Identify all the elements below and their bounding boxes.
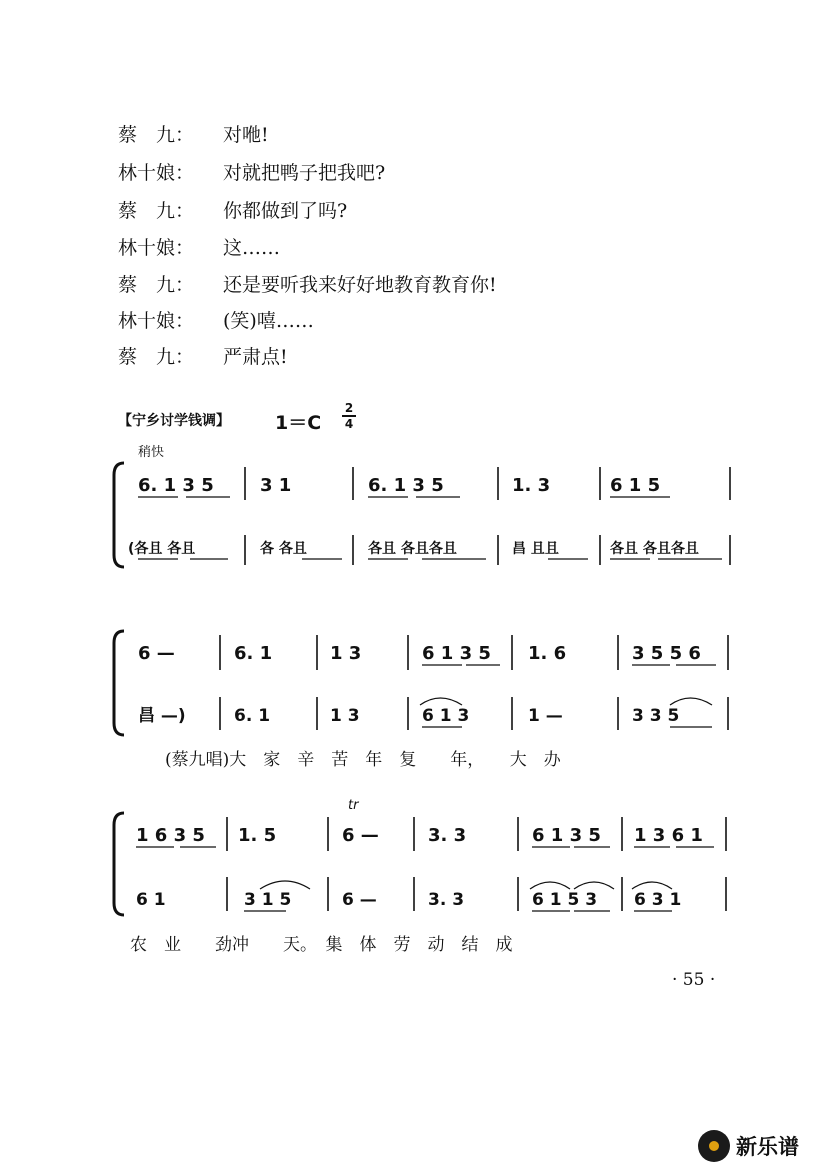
measure-upper: 3 1	[260, 475, 292, 496]
measure-upper: 1. 3	[512, 475, 551, 496]
time-top: 2	[344, 401, 354, 415]
system-brace	[114, 813, 124, 915]
measure-lower: 各且 各且各且	[610, 541, 699, 557]
line-text: 严肃点!	[223, 346, 288, 368]
speaker: 林十娘：	[118, 310, 195, 332]
measure-lower: 各且 各且各且	[368, 541, 457, 557]
measure-upper: 6 1 5	[610, 475, 661, 496]
watermark-text: 新乐谱	[736, 1135, 799, 1159]
measure-lower: 6. 1	[234, 706, 271, 726]
speaker: 林十娘：	[118, 162, 195, 184]
measure-lower: 3 1 5	[244, 890, 292, 910]
measure-upper: 3 5 5 6	[632, 643, 701, 664]
dialogue-line	[118, 342, 288, 369]
measure-lower: 昌 且且	[512, 541, 559, 557]
system-brace	[114, 463, 124, 567]
measure-lower: 6 1	[136, 890, 166, 910]
speaker: 林十娘：	[118, 237, 195, 259]
lyrics-line-2: 农 业 劲冲 天。 集 体 劳 动 结 成	[130, 935, 513, 955]
measure-lower: 3. 3	[428, 890, 465, 910]
line-text: 这……	[223, 237, 281, 259]
measure-upper: 6. 1	[234, 643, 273, 664]
speaker: 蔡 九：	[118, 346, 195, 368]
measure-upper: 6 1 3 5	[532, 825, 601, 846]
measure-upper: 6 —	[138, 643, 175, 664]
measure-lower: 6 1 5 3	[532, 890, 598, 910]
speaker: 蔡 九：	[118, 274, 195, 296]
measure-lower: 昌 —)	[138, 706, 186, 726]
measure-upper: 6. 1 3 5	[138, 475, 214, 496]
dialogue-line	[118, 158, 385, 185]
tune-title: 【宁乡讨学钱调】	[118, 413, 230, 429]
measure-upper: 6 1 3 5	[422, 643, 491, 664]
slurs-underlines	[136, 847, 714, 911]
dialogue-line	[118, 120, 269, 147]
score-system-1	[110, 455, 735, 580]
trill-mark: tr	[348, 798, 359, 813]
measure-upper: 3. 3	[428, 825, 467, 846]
record-disc-icon	[698, 1130, 730, 1162]
key-signature: 1＝C	[275, 412, 322, 434]
score-system-2	[110, 625, 735, 745]
line-text: 还是要听我来好好地教育教育你!	[223, 274, 497, 296]
measure-upper: 1 6 3 5	[136, 825, 205, 846]
line-text: (笑)嘻……	[223, 310, 314, 332]
measure-upper: 6 —	[342, 825, 379, 846]
page-number: · 55 ·	[672, 970, 716, 990]
dialogue-line	[118, 196, 347, 223]
line-text: 对就把鸭子把我吧?	[223, 162, 386, 184]
dialogue-line	[118, 306, 314, 333]
measure-upper: 1. 6	[528, 643, 567, 664]
measure-lower: 1 3	[330, 706, 360, 726]
time-bottom: 4	[344, 417, 354, 431]
measure-lower: (各且 各且	[128, 541, 196, 557]
measure-upper: 1 3	[330, 643, 362, 664]
speaker: 蔡 九：	[118, 124, 195, 146]
measure-lower: 1 —	[528, 706, 563, 726]
measure-lower: 6 3 1	[634, 890, 682, 910]
measure-lower: 各 各且	[260, 541, 307, 557]
lyrics-line-1: (蔡九唱)大 家 辛 苦 年 复 年， 大 办	[165, 750, 561, 770]
measure-upper: 1 3 6 1	[634, 825, 703, 846]
speaker: 蔡 九：	[118, 200, 195, 222]
watermark-logo	[698, 1126, 799, 1166]
dialogue-line	[118, 233, 280, 260]
dialogue-line	[118, 270, 497, 297]
line-text: 你都做到了吗?	[223, 200, 348, 222]
measure-lower: 6 —	[342, 890, 377, 910]
measure-upper: 1. 5	[238, 825, 277, 846]
system-brace	[114, 631, 124, 735]
time-signature	[342, 402, 356, 430]
measure-lower: 6 1 3	[422, 706, 470, 726]
line-text: 对咃!	[223, 124, 269, 146]
tempo-marking: 稍快	[138, 445, 165, 460]
measure-lower: 3 3 5	[632, 706, 680, 726]
measure-upper: 6. 1 3 5	[368, 475, 444, 496]
score-system-3	[110, 795, 735, 920]
